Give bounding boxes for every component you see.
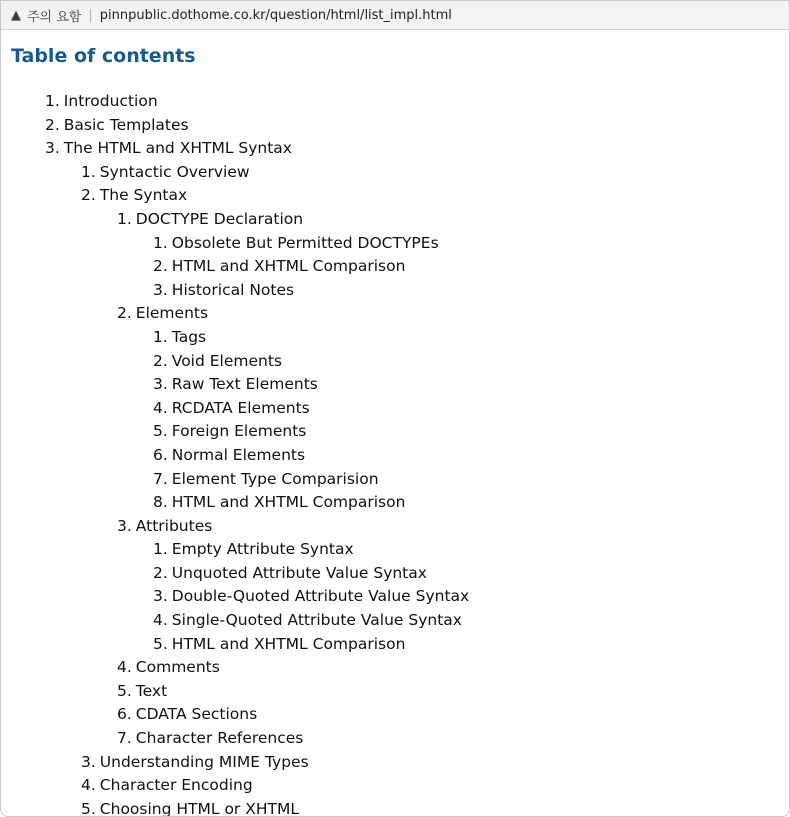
toc-sublist bbox=[81, 208, 789, 751]
toc-item bbox=[153, 468, 789, 492]
toc-item-number: 6. bbox=[153, 445, 168, 464]
toc-item-label: Text bbox=[135, 681, 168, 700]
toc-item-label: HTML and XHTML Comparison bbox=[171, 493, 406, 512]
toc-item bbox=[117, 515, 789, 657]
toc-item-number: 1. bbox=[117, 209, 132, 228]
toc-item bbox=[81, 161, 789, 185]
toc-item bbox=[117, 208, 789, 302]
toc-item-number: 5. bbox=[81, 799, 96, 817]
toc-item bbox=[117, 656, 789, 680]
toc-item-number: 5. bbox=[153, 634, 168, 653]
toc-item-number: 2. bbox=[153, 351, 168, 370]
toc-item bbox=[81, 184, 789, 750]
toc-item bbox=[117, 703, 789, 727]
toc-item-number: 7. bbox=[153, 469, 168, 488]
toc-item-number: 3. bbox=[45, 139, 60, 158]
toc-item bbox=[45, 137, 789, 817]
toc-item-number: 2. bbox=[81, 186, 96, 205]
toc-item-number: 4. bbox=[117, 658, 132, 677]
toc-item-number: 1. bbox=[153, 327, 168, 346]
toc-item-label: Introduction bbox=[63, 92, 158, 110]
toc-item-number: 4. bbox=[153, 611, 168, 630]
url-text[interactable]: pinnpublic.dothome.co.kr/question/html/list_impl.html bbox=[99, 7, 452, 23]
toc-item-label: Raw Text Elements bbox=[171, 375, 318, 394]
toc-item-label: Character Encoding bbox=[99, 776, 253, 795]
toc-list bbox=[11, 90, 789, 817]
toc-item-number: 1. bbox=[153, 233, 168, 252]
toc-item-label: The Syntax bbox=[99, 186, 188, 205]
toc-item bbox=[153, 279, 789, 303]
toc-item bbox=[117, 302, 789, 514]
toc-item-label: Obsolete But Permitted DOCTYPEs bbox=[171, 233, 439, 252]
toc-item-label: Understanding MIME Types bbox=[99, 752, 309, 771]
toc-item bbox=[153, 326, 789, 350]
toc-item bbox=[153, 420, 789, 444]
toc-item-number: 2. bbox=[117, 304, 132, 323]
toc-item-label: Elements bbox=[135, 304, 209, 323]
toc-item-number: 3. bbox=[153, 587, 168, 606]
page-content bbox=[1, 30, 789, 817]
address-separator: | bbox=[88, 7, 93, 23]
page-title: Table of contents bbox=[11, 45, 196, 67]
toc-item-label: RCDATA Elements bbox=[171, 398, 310, 417]
toc-item-number: 3. bbox=[153, 280, 168, 299]
toc-item bbox=[153, 609, 789, 633]
warning-triangle-icon[interactable]: ▲ bbox=[11, 7, 21, 23]
toc-item bbox=[153, 397, 789, 421]
toc-item bbox=[153, 633, 789, 657]
toc-item-label: Syntactic Overview bbox=[99, 162, 250, 181]
toc-item-label: DOCTYPE Declaration bbox=[135, 209, 304, 228]
toc-item-label: Unquoted Attribute Value Syntax bbox=[171, 563, 427, 582]
toc-item-label: Tags bbox=[171, 327, 207, 346]
toc-item-label: Character References bbox=[135, 729, 304, 748]
toc-item-label: Single-Quoted Attribute Value Syntax bbox=[171, 611, 462, 630]
toc-item-number: 1. bbox=[153, 540, 168, 559]
toc-item bbox=[153, 232, 789, 256]
toc-item-label: Empty Attribute Syntax bbox=[171, 540, 354, 559]
toc-item bbox=[153, 373, 789, 397]
toc-item bbox=[81, 774, 789, 798]
toc-item bbox=[117, 727, 789, 751]
toc-item-number: 3. bbox=[117, 516, 132, 535]
toc-item-number: 4. bbox=[153, 398, 168, 417]
toc-item-label: The HTML and XHTML Syntax bbox=[63, 139, 292, 158]
toc-item-label: HTML and XHTML Comparison bbox=[171, 257, 406, 276]
toc-item-number: 5. bbox=[117, 681, 132, 700]
toc-item-label: Double-Quoted Attribute Value Syntax bbox=[171, 587, 470, 606]
toc-sublist bbox=[45, 161, 789, 817]
toc-item-number: 2. bbox=[45, 115, 60, 134]
toc-item-number: 4. bbox=[81, 776, 96, 795]
toc-item-label: Void Elements bbox=[171, 351, 282, 370]
toc-item bbox=[153, 255, 789, 279]
toc-item-label: Basic Templates bbox=[63, 115, 189, 134]
toc-item bbox=[153, 444, 789, 468]
toc-item bbox=[153, 538, 789, 562]
toc-item-number: 1. bbox=[81, 162, 96, 181]
toc-item bbox=[153, 562, 789, 586]
toc-sublist bbox=[117, 232, 789, 303]
toc-item bbox=[153, 491, 789, 515]
toc-item-label: Comments bbox=[135, 658, 220, 677]
toc-item-number: 7. bbox=[117, 729, 132, 748]
toc-item bbox=[153, 585, 789, 609]
toc-item-number: 8. bbox=[153, 493, 168, 512]
toc-item-number: 2. bbox=[153, 257, 168, 276]
toc-item-label: Normal Elements bbox=[171, 445, 306, 464]
toc-item-label: Historical Notes bbox=[171, 280, 295, 299]
toc-item bbox=[81, 751, 789, 775]
security-warning-label[interactable]: 주의 요함 bbox=[27, 9, 82, 25]
toc-item-number: 3. bbox=[153, 375, 168, 394]
toc-item-number: 2. bbox=[153, 563, 168, 582]
toc-item bbox=[45, 114, 789, 138]
toc-item-number: 3. bbox=[81, 752, 96, 771]
toc-item-number: 6. bbox=[117, 705, 132, 724]
toc-item-label: CDATA Sections bbox=[135, 705, 258, 724]
toc-item-number: 5. bbox=[153, 422, 168, 441]
toc-item-label: HTML and XHTML Comparison bbox=[171, 634, 406, 653]
toc-sublist bbox=[117, 538, 789, 656]
toc-item-number: 1. bbox=[45, 92, 60, 110]
toc-item bbox=[45, 90, 789, 114]
toc-item-label: Element Type Comparision bbox=[171, 469, 379, 488]
toc-item-label: Foreign Elements bbox=[171, 422, 307, 441]
address-bar[interactable] bbox=[1, 1, 789, 30]
toc-item-label: Attributes bbox=[135, 516, 213, 535]
toc-item bbox=[117, 680, 789, 704]
toc-sublist bbox=[117, 326, 789, 515]
toc-item bbox=[81, 798, 789, 817]
toc-item bbox=[153, 350, 789, 374]
toc-item-label: Choosing HTML or XHTML bbox=[99, 799, 299, 817]
